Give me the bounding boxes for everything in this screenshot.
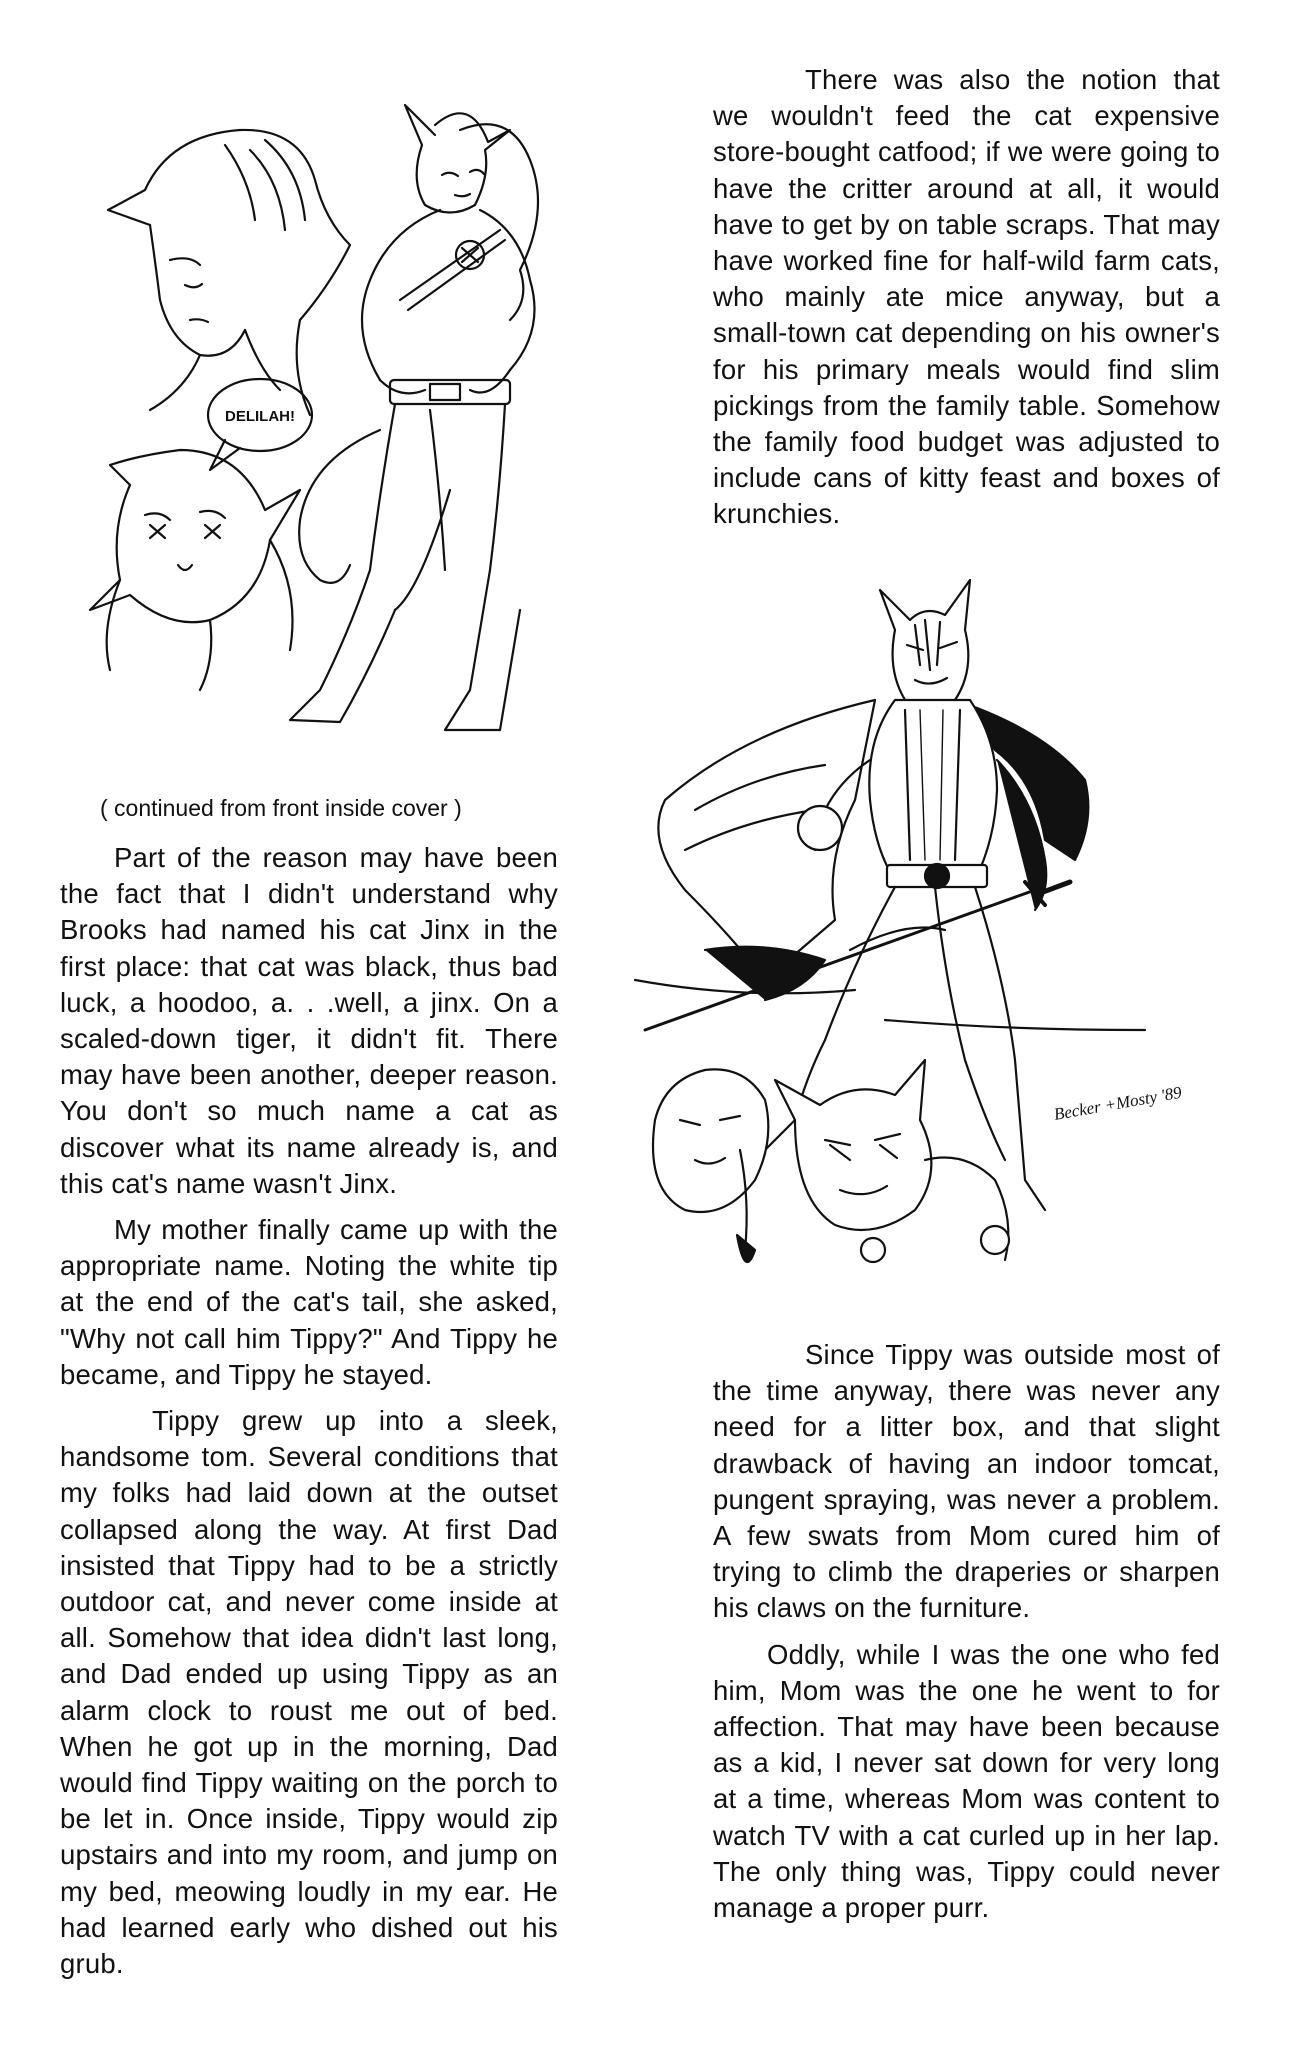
caped-warrior-illustration [625,560,1225,1280]
artist-signature: Becker +Mosty '89 [1052,1082,1184,1124]
paragraph-jinx: Part of the reason may have been the fact that I didn't understand why Brooks had named his cat Jinx in the first place: that cat was black, thus bad luck, a hoodoo, a. . .well, a jinx. On a scaled-down tiger, it didn't fit. There may have been another, deeper reason. You don't so much name a cat as discover what its name already is, and this cat's name wasn't Jinx. [60,842,558,1199]
bottom-right-column [713,1337,1220,1926]
continued-caption: ( continued from front inside cover ) [100,795,462,821]
paragraph-catfood: There was also the notion that we wouldn't feed the cat expensive store-bought catfood; if we were going to have the critter around at all, it would have to get by on table scraps. That may have worked fine for half-wild farm cats, who mainly ate mice anyway, but a small-town cat depending on his owner's for his primary meals would find slim pickings from the family table. Somehow the family food budget was adjusted to include cans of kitty feast and boxes of krunchies. [713,64,1220,530]
character-sketch-illustration [50,70,660,760]
top-right-column [713,62,1220,533]
paragraph-affection: Oddly, while I was the one who fed him, Mom was the one he went to for affection. That may have been because as a kid, I never sat down for very long at a time, whereas Mom was content to watch TV with a cat curled up in her lap. The only thing was, Tippy could never manage a proper purr. [713,1638,1220,1924]
speech-bubble-text: DELILAH! [225,408,295,425]
sketch-drawing [50,70,660,760]
warrior-drawing [625,560,1225,1280]
paragraph-litter-box: Since Tippy was outside most of the time anyway, there was never any need for a litter box, and that slight drawback of having an indoor tomcat, pungent spraying, was never a problem. A few swats from Mom cured him of trying to climb the draperies or sharpen his claws on the furniture. [713,1339,1220,1624]
paragraph-naming: My mother finally came up with the appropriate name. Noting the white tip at the end of the cat's tail, she asked, "Why not call him Tippy?" And Tippy he became, and Tippy he stayed. [60,1214,558,1390]
left-column [60,840,558,1982]
paragraph-growing-up: Tippy grew up into a sleek, handsome tom. Several conditions that my folks had laid down at the outset collapsed along the way. At first Dad insisted that Tippy had to be a strictly outdoor cat, and never come inside at all. Somehow that idea didn't last long, and Dad ended up using Tippy as an alarm clock to roust me out of bed. When he got up in the morning, Dad would find Tippy waiting on the porch to be let in. Once inside, Tippy would zip upstairs and into my room, and jump on my bed, meowing loudly in my ear. He had learned early who dished out his grub. [60,1405,558,1980]
